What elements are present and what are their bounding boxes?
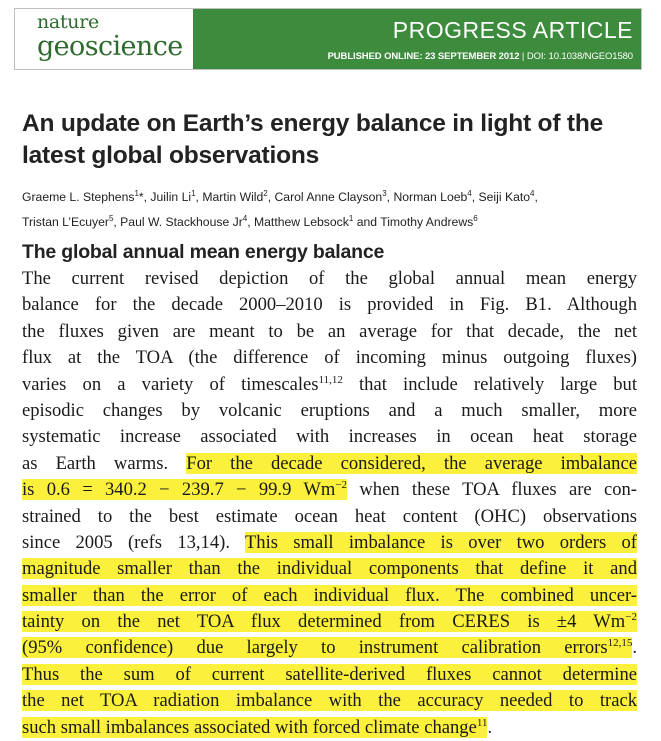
highlighted-text: tainty on the net TOA flux determined from CERES is ±4 $Wm^{-2}$ bbox=[22, 610, 637, 633]
published-date: PUBLISHED ONLINE: 23 SEPTEMBER 2012 bbox=[327, 51, 520, 62]
authors-line-2: Tristan L’Ecuyer$^5$, Paul W. Stackhouse Jr$^4$, Matthew Lebsock$^1$ and Timothy Andrews$^6$ bbox=[22, 214, 478, 230]
body-line bbox=[22, 688, 637, 714]
body-line: episodic changes by volcanic eruptions and a much smaller, more bbox=[22, 399, 637, 421]
body-line bbox=[22, 662, 637, 688]
journal-logo[interactable] bbox=[15, 9, 193, 69]
article-type: PROGRESS ARTICLE bbox=[392, 17, 633, 43]
body-line: balance for the decade 2000–2010 is provided in Fig. B1. Although bbox=[22, 294, 637, 316]
body-line: such small imbalances associated with forced climate change$^{11}$. bbox=[22, 716, 493, 738]
highlighted-text: magnitude smaller than the individual components that define it and bbox=[22, 558, 637, 580]
body-line: flux at the TOA (the difference of incoming minus outgoing fluxes) bbox=[22, 347, 637, 369]
highlighted-text: For the decade considered, the average imbalance bbox=[186, 452, 637, 474]
body-line bbox=[22, 556, 637, 582]
body-line: is 0.6 = 340.2 − 239.7 − 99.9 $Wm^{-2}$ when these TOA fluxes are con- bbox=[22, 478, 637, 501]
doi[interactable]: | DOI: 10.1038/NGEO1580 bbox=[519, 51, 633, 62]
body-line: strained to the best estimate ocean heat content (OHC) observations bbox=[22, 505, 637, 527]
highlighted-text: such small imbalances associated with forced climate change$^{11}$ bbox=[22, 716, 488, 738]
body-line bbox=[22, 583, 637, 609]
body-line bbox=[22, 609, 637, 635]
body-paragraph bbox=[22, 266, 637, 741]
journal-masthead bbox=[14, 8, 642, 70]
logo-line-1: nature bbox=[37, 11, 99, 33]
section-heading: The global annual mean energy balance bbox=[22, 241, 385, 263]
highlighted-text: Thus the sum of current satellite-derived fluxes cannot determine bbox=[22, 663, 637, 685]
title-line-1: An update on Earth’s energy balance in light of the bbox=[22, 110, 604, 137]
body-line: as Earth warms. For the decade considered, the average imbalance bbox=[22, 452, 637, 474]
body-line: the fluxes given are meant to be an average for that decade, the net bbox=[22, 320, 637, 342]
highlighted-text: (95% confidence) due largely to instrument calibration errors$^{12,15}$ bbox=[22, 637, 633, 659]
body-line: The current revised depiction of the global annual mean energy bbox=[22, 268, 637, 289]
body-line: since 2005 (refs 13,14). This small imbalance is over two orders of bbox=[22, 531, 637, 553]
body-line: systematic increase associated with increases in ocean heat storage bbox=[22, 426, 637, 448]
authors-line-1: Graeme L. Stephens$^1$*, Juilin Li$^1$, Martin Wild$^2$, Carol Anne Clayson$^3$, Norman Loeb$^4$, Seiji Kato$^4$, bbox=[22, 189, 538, 205]
highlighted-text: is 0.6 = 340.2 − 239.7 − 99.9 $Wm^{-2}$ bbox=[22, 478, 348, 501]
author-list bbox=[22, 183, 642, 233]
publication-info bbox=[193, 51, 633, 62]
highlighted-text: This small imbalance is over two orders of bbox=[244, 531, 637, 553]
highlighted-text: smaller than the error of each individual flux. The combined uncer- bbox=[22, 584, 637, 606]
logo-line-2: geoscience bbox=[37, 31, 183, 62]
body-line: varies on a variety of timescales$^{11,12}$ that include relatively large but bbox=[22, 373, 637, 395]
body-line: (95% confidence) due largely to instrument calibration errors$^{12,15}$. bbox=[22, 637, 637, 659]
article-banner bbox=[193, 9, 641, 69]
highlighted-text: the net TOA radiation imbalance with the accuracy needed to track bbox=[22, 690, 637, 712]
title-line-2: latest global observations bbox=[22, 142, 320, 169]
article-title bbox=[22, 108, 647, 172]
